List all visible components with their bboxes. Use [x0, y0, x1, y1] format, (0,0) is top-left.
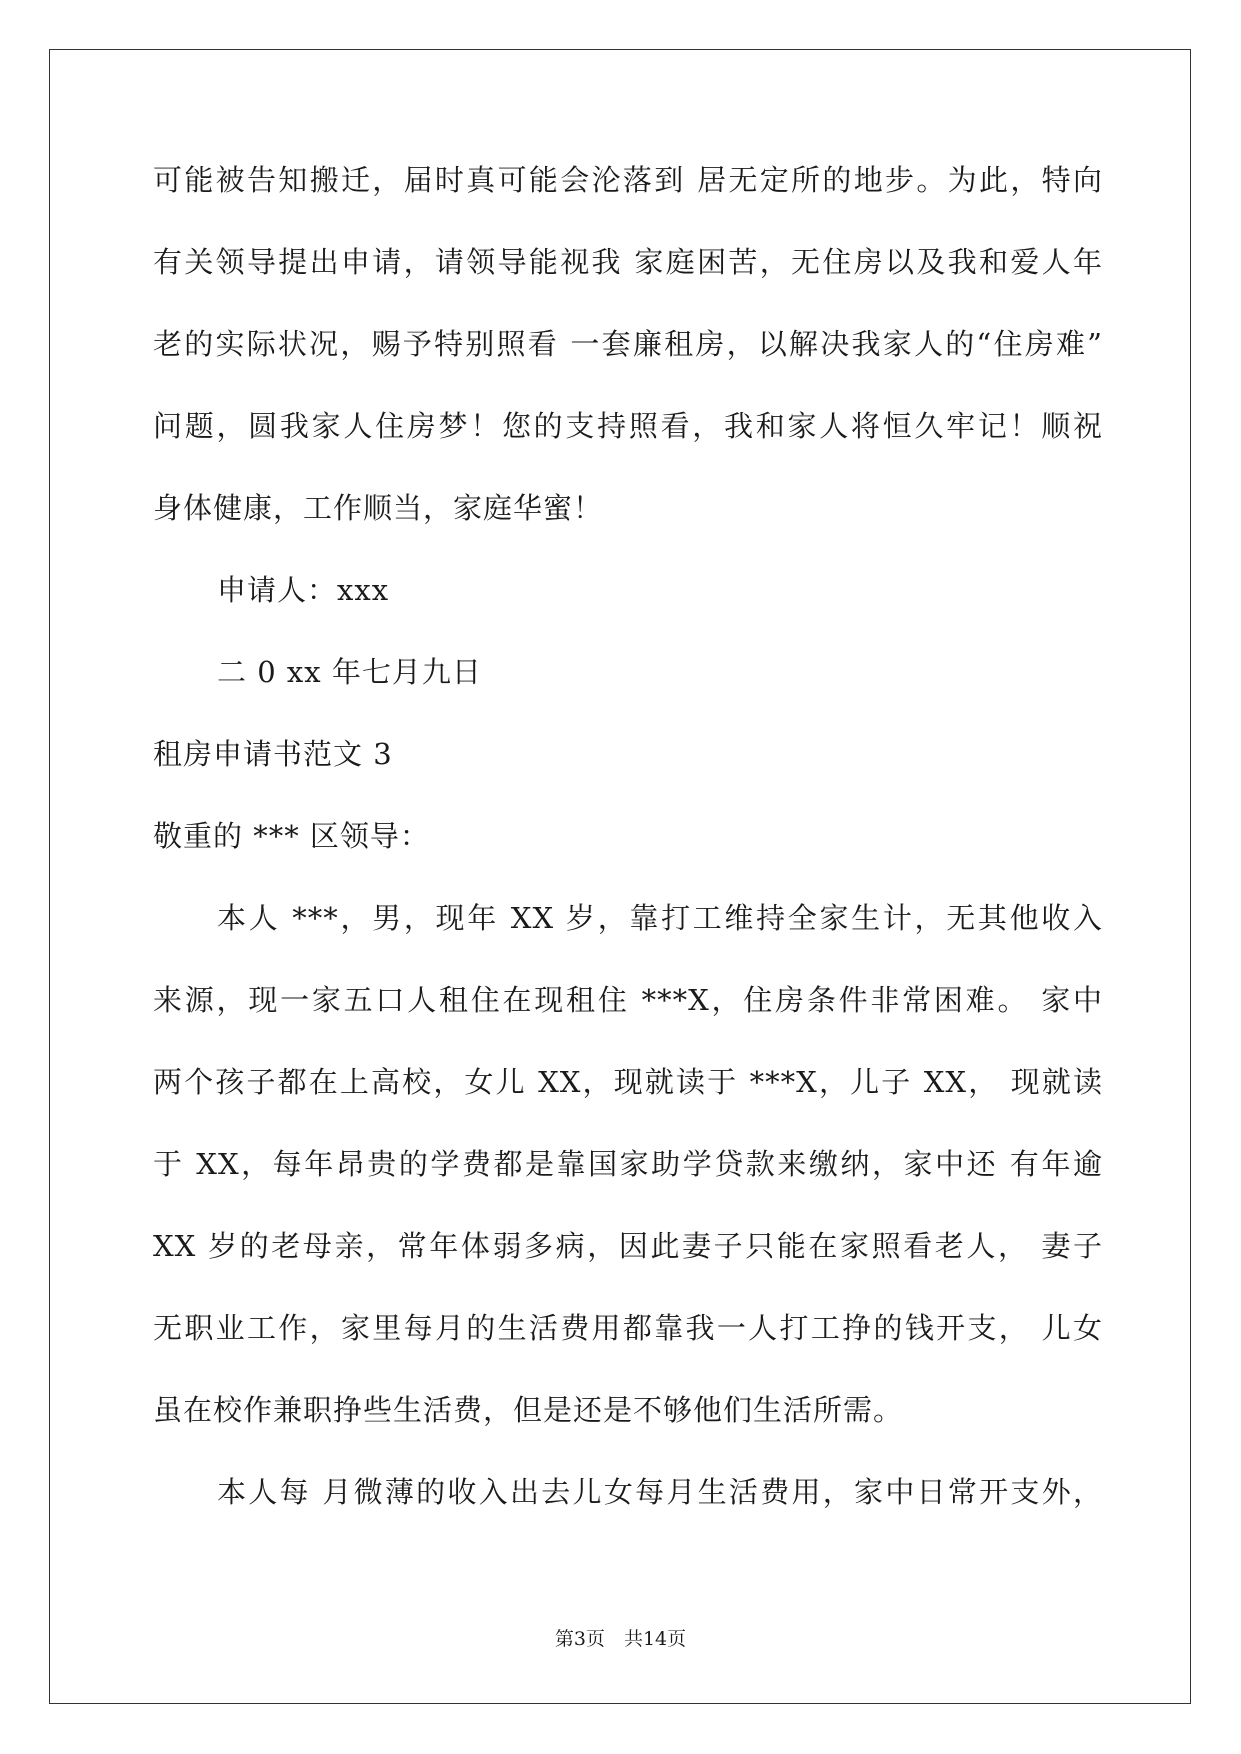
- applicant-signature: 申请人：xxx: [217, 573, 390, 607]
- paragraph-line: 本人 ***，男，现年 XX 岁，靠打工维持全家生计，无其他收入: [217, 902, 1103, 934]
- paragraph-line: 本人每 月微薄的收入出去儿女每月生活费用，家中日常开支外，: [217, 1476, 1103, 1508]
- salutation: 敬重的 *** 区领导：: [153, 819, 430, 853]
- paragraph-line: 问题，圆我家人住房梦！您的支持照看，我和家人将恒久牢记！顺祝: [153, 410, 1103, 442]
- page-number: 第3页 共14页: [554, 1628, 687, 1650]
- paragraph-line: 可能被告知搬迁，届时真可能会沦落到 居无定所的地步。为此，特向: [153, 164, 1103, 196]
- paragraph-line: 于 XX，每年昂贵的学费都是靠国家助学贷款来缴纳，家中还 有年逾: [153, 1148, 1103, 1180]
- paragraph-line: 身体健康，工作顺当，家庭华蜜！: [153, 491, 604, 525]
- section-title: 租房申请书范文 3: [153, 737, 393, 771]
- paragraph-line: 无职业工作，家里每月的生活费用都靠我一人打工挣的钱开支， 儿女: [153, 1312, 1103, 1344]
- paragraph-line: 来源，现一家五口人租住在现租住 ***X，住房条件非常困难。 家中: [153, 984, 1103, 1016]
- paragraph-line: 有关领导提出申请，请领导能视我 家庭困苦，无住房以及我和爱人年: [153, 246, 1103, 278]
- signature-date: 二 0 xx 年七月九日: [217, 655, 482, 689]
- paragraph-line: XX 岁的老母亲，常年体弱多病，因此妻子只能在家照看老人， 妻子: [153, 1230, 1103, 1262]
- page-footer: [0, 1628, 1241, 1650]
- document-body: [153, 164, 1103, 1558]
- paragraph-line: 两个孩子都在上高校，女儿 XX，现就读于 ***X，儿子 XX， 现就读: [153, 1066, 1103, 1098]
- paragraph-line: 老的实际状况，赐予特别照看 一套廉租房，以解决我家人的“住房难”: [153, 328, 1103, 360]
- paragraph-line: 虽在校作兼职挣些生活费，但是还是不够他们生活所需。: [153, 1393, 904, 1427]
